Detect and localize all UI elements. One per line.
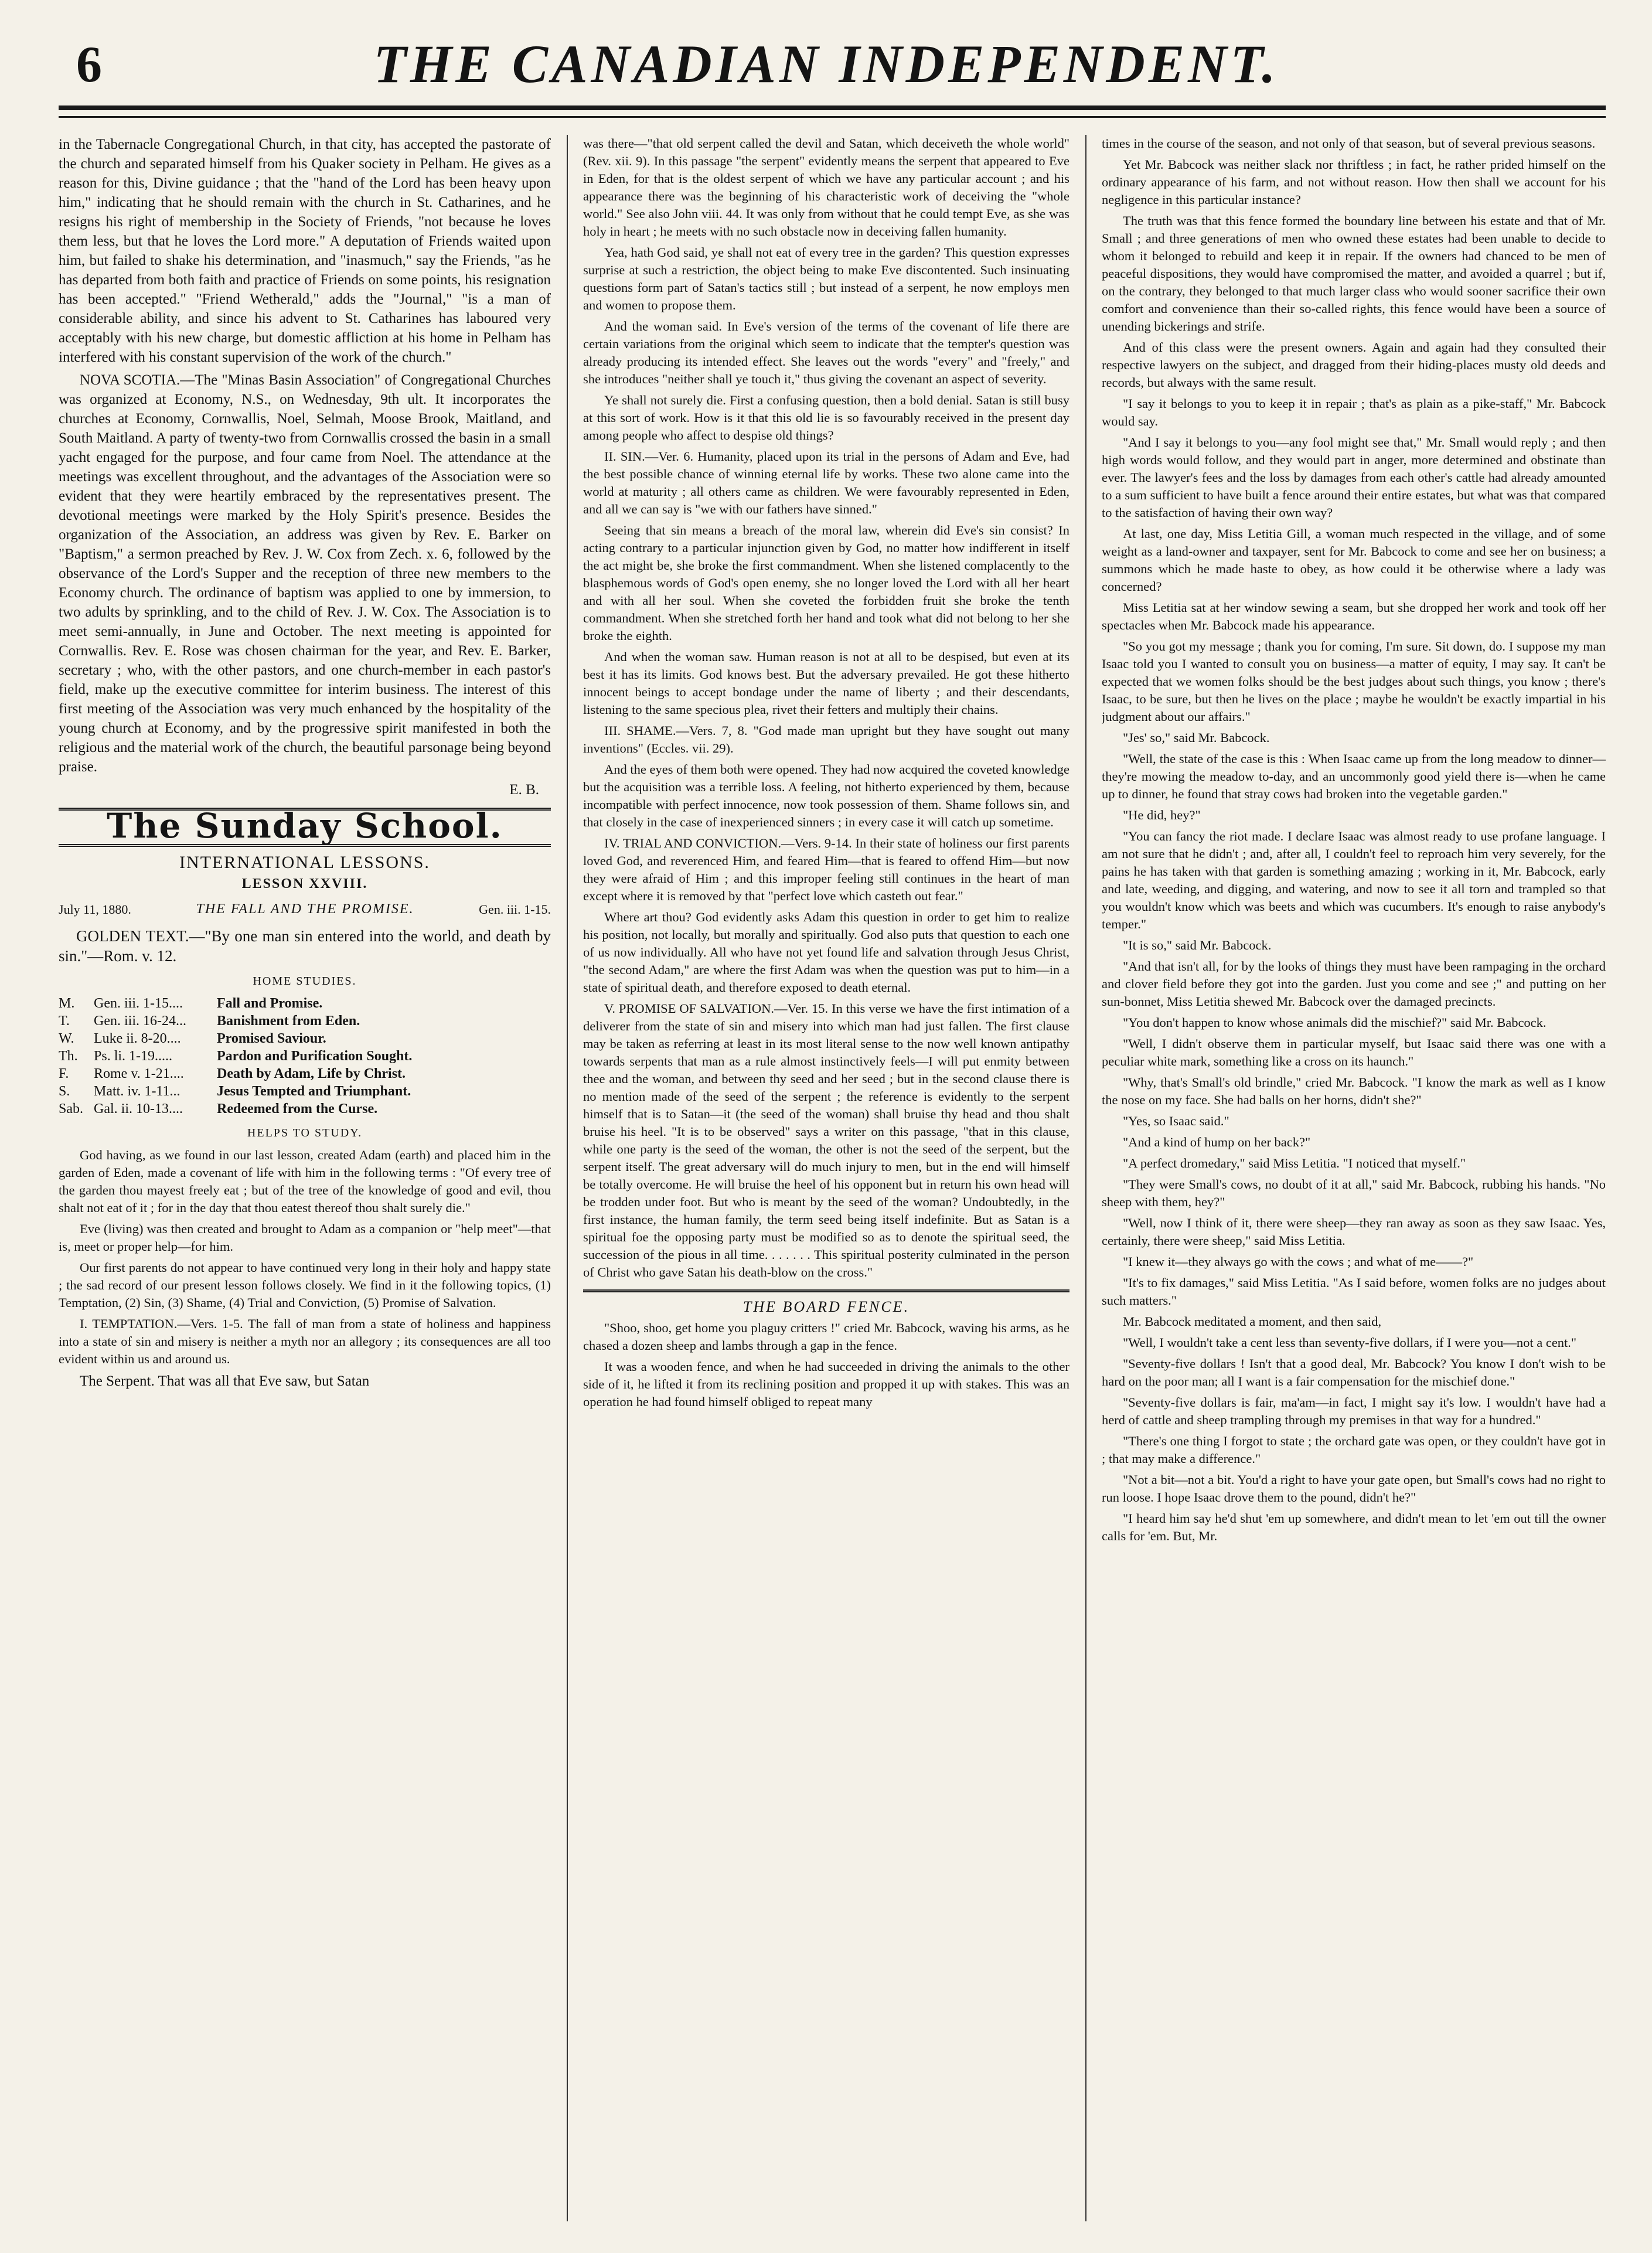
study-ref: Gen. iii. 16-24...	[94, 1013, 186, 1029]
home-studies-heading: HOME STUDIES.	[253, 975, 357, 988]
lesson-paragraph: And when the woman saw. Human reason is not at all to be despised, but even at its best it has its limits. God knows best. But the adversary prevailed. He got these hitherto innocent beings to accept bondage under the name of liberty ; and their descendants, listening to the same specious plea, rivet their fetters and multiply their chains.	[583, 649, 1069, 717]
column-divider	[567, 135, 568, 2221]
story-paragraph: "Well, I didn't observe them in particular myself, but Isaac said there was one with a peculiar white mark, something like a cross on its haunch."	[1102, 1036, 1606, 1068]
study-day: M.	[59, 996, 75, 1011]
story-paragraph: "You can fancy the riot made. I declare Isaac was almost ready to use profane language. I am not sure that he didn't ; and, after all, I couldn't feel to reproach him very severely, for the pains he has taken with that garden is something amazing ; working in it, Mr. Babcock, early and late, weeding, and digging, and watering, and now to see it all torn and trampled so that you wouldn't know which was beets and which was cucumbers. It's enough to raise anybody's temper."	[1102, 829, 1606, 931]
study-topic: Promised Saviour.	[217, 1031, 326, 1046]
story-paragraph: At last, one day, Miss Letitia Gill, a woman much respected in the village, and of some weight as a land-owner and taxpayer, sent for Mr. Babcock to come and see her on business; a summons which he made haste to obey, as how could it be otherwise where a lady was concerned?	[1102, 526, 1606, 594]
lesson-paragraph: Where art thou? God evidently asks Adam this question in order to get him to realize his position, not locally, but morally and spiritually. God also puts that question to each one of us now individually. All who have not yet found life and salvation through Jesus Christ, "the second Adam," are where the first Adam was when the question was put to him—in a state of spiritual death, and therefore exposed to death eternal.	[583, 910, 1069, 995]
lesson-paragraph: Seeing that sin means a breach of the moral law, wherein did Eve's sin consist? In acting contrary to a particular injunction given by God, no matter how indifferent in itself the act might be, she broke the first commandment. When she listened complacently to the blasphemous words of God's open enemy, she no longer loved the Lord with all her heart and with all her soul. When she coveted the forbidden fruit she broke the tenth commandment. When she stretched forth her hand and took what did not belong to her she broke the eighth.	[583, 523, 1069, 643]
story-paragraph: The truth was that this fence formed the boundary line between his estate and that of Mr. Small ; and three generations of men who owned these estates had been unable to decide to whom it belonged to rebuild and keep it in repair. If the owners had chanced to be men of peaceful dispositions, they would have compromised the matter, and avoided a quarrel ; but if, on the contrary, they belonged to that much larger class who would sooner sacrifice their own comfort and convenience than their so-called rights, this fence would have been a source of unending bickerings and strife.	[1102, 213, 1606, 333]
study-topic: Redeemed from the Curse.	[217, 1101, 378, 1117]
story-paragraph: "And that isn't all, for by the looks of things they must have been rampaging in the orchard and clover field before they got into the garden. Just you come and see ;" and putting on her sun-bonnet, Miss Letitia shewed Mr. Babcock over the damaged precincts.	[1102, 959, 1606, 1009]
table-row	[59, 1083, 551, 1100]
study-ref: Luke ii. 8-20....	[94, 1031, 181, 1046]
lesson-paragraph: II. SIN.—Ver. 6. Humanity, placed upon its trial in the persons of Adam and Eve, had the best possible chance of winning eternal life by works. These two alone came into the world at maturity ; all others came as children. We were favourably represented in Eden, and all we can say is "we with our fathers have sinned."	[583, 449, 1069, 516]
lesson-paragraph: IV. TRIAL AND CONVICTION.—Vers. 9-14. In their state of holiness our first parents loved God, and reverenced Him, and feared Him—that is feared to offend Him—but now they were afraid of Him ; and this improper feeling still continues in the heart of man except where it is removed by that "perfect love which casteth out fear."	[583, 836, 1069, 903]
newspaper-page	[35, 18, 1617, 2233]
study-topic: Banishment from Eden.	[217, 1013, 360, 1029]
lesson-title: THE FALL AND THE PROMISE.	[196, 901, 414, 917]
study-topic: Death by Adam, Life by Christ.	[217, 1066, 406, 1081]
story-paragraph: Yet Mr. Babcock was neither slack nor thriftless ; in fact, he rather prided himself on the ordinary appearance of his farm, and not without reason. How then shall we account for his negligence in this particular instance?	[1102, 157, 1606, 207]
helps-paragraph: Eve (living) was then created and brought to Adam as a companion or "help meet"—that is, meet or proper help—for him.	[59, 1221, 551, 1254]
lesson-paragraph: Yea, hath God said, ye shall not eat of every tree in the garden? This question expresses surprise at such a restriction, the object being to make Eve discontented. Such insinuating questions form part of Satan's tactics still ; but instead of a serpent, he now employs men and women to propose them.	[583, 245, 1069, 312]
story-paragraph: "Jes' so," said Mr. Babcock.	[1123, 730, 1270, 745]
column-1	[59, 135, 551, 2221]
table-row	[59, 995, 551, 1012]
masthead-rule	[59, 105, 1606, 110]
story-paragraph: "And a kind of hump on her back?"	[1123, 1135, 1311, 1149]
story-paragraph: "I say it belongs to you to keep it in repair ; that's as plain as a pike-staff," Mr. Babcock would say.	[1102, 396, 1606, 428]
lesson-paragraph: Ye shall not surely die. First a confusing question, then a bold denial. Satan is still busy at this sort of work. How is it that this old lie is so favourably received in the present day among people who affect to despise old things?	[583, 393, 1069, 443]
helps-paragraph: The Serpent. That was all that Eve saw, but Satan	[80, 1373, 370, 1389]
article-paragraph: NOVA SCOTIA.—The "Minas Basin Association" of Congregational Churches was organized at Economy, N.S., on Wednesday, 9th ult. It incorporates the churches at Economy, Cornwallis, Noel, Selmah, Moose Brook, Maitland, and South Maitland. A party of twenty-two from Cornwallis crossed the basin in a small yacht engaged for the purpose, and four came from Noel. The attendance at the meetings was excellent throughout, and the advantages of the Association were so evident that they were heartily embraced by the representatives present. The devotional meetings were marked by the Holy Spirit's presence. Besides the organization of the Association, an address was given by Rev. E. Barker on "Baptism," a sermon preached by Rev. J. W. Cox from Zech. x. 6, followed by the observance of the Lord's Supper and the reception of three new members to the Economy church. The ordinance of baptism was applied to one by immersion, to two adults by sprinkling, and to the child of Rev. J. W. Cox. The Association is to meet semi-annually, in June and October. The next meeting is appointed for Cornwallis. Rev. E. Rose was chosen chairman for the year, and Rev. E. Barker, secretary ; who, with the other pastors, and one church-member in each pastor's field, make up the executive committee for interim business. The interest of this first meeting of the Association was very much enhanced by the hospitality of the young church at Economy, and by the progressive spirit manifested in both the religious and the material work of the church, the beautiful parsonage being beyond praise.	[59, 372, 551, 775]
story-paragraph: times in the course of the season, and not only of that season, but of several previous seasons.	[1102, 136, 1596, 151]
lesson-paragraph: And the eyes of them both were opened. They had now acquired the coveted knowledge but the acquisition was a terrible loss. A feeling, not hitherto experienced by them, because incompatible with perfect innocence, now took possession of them. Shame follows sin, and that closely in the case of inexperienced sinners ; in every case it will catch up sometime.	[583, 762, 1069, 829]
story-paragraph: "They were Small's cows, no doubt of it at all," said Mr. Babcock, rubbing his hands. "No sheep with them, hey?"	[1102, 1177, 1606, 1209]
column-2	[583, 135, 1069, 2221]
home-studies-table	[59, 995, 551, 1118]
story-paragraph: Mr. Babcock meditated a moment, and then said,	[1123, 1314, 1382, 1329]
lesson-paragraph: III. SHAME.—Vers. 7, 8. "God made man upright but they have sought out many inventions" (Eccles. vii. 29).	[583, 723, 1069, 755]
study-ref: Matt. iv. 1-11...	[94, 1084, 180, 1099]
masthead-rule-thin	[59, 116, 1606, 118]
story-paragraph: "Seventy-five dollars is fair, ma'am—in fact, I might say it's low. I wouldn't have had a herd of cattle and sheep trampling through my premises in that way for a hundred."	[1102, 1395, 1606, 1427]
study-ref: Rome v. 1-21....	[94, 1066, 184, 1081]
story-paragraph: "I heard him say he'd shut 'em up somewhere, and didn't mean to let 'em out till the owner calls for 'em. But, Mr.	[1102, 1511, 1606, 1543]
story-paragraph: "Not a bit—not a bit. You'd a right to have your gate open, but Small's cows had no right to run loose. I hope Isaac drove them to the pound, didn't he?"	[1102, 1472, 1606, 1505]
story-paragraph: "A perfect dromedary," said Miss Letitia. "I noticed that myself."	[1123, 1156, 1466, 1170]
story-paragraph: "Well, I wouldn't take a cent less than seventy-five dollars, if I were you—not a cent."	[1123, 1335, 1577, 1350]
journal-title: THE CANADIAN INDEPENDENT.	[373, 34, 1279, 94]
signature: E. B.	[509, 782, 539, 798]
lessons-heading: INTERNATIONAL LESSONS.	[179, 853, 430, 872]
story-paragraph: And of this class were the present owners. Again and again had they consulted their respective lawyers on the subject, and dragged from their hiding-places musty old deeds and records, but always with the same result.	[1102, 340, 1606, 390]
section-divider	[583, 1289, 1069, 1292]
helps-paragraph: God having, as we found in our last lesson, created Adam (earth) and placed him in the garden of Eden, made a covenant of life with him in the following terms : "Of every tree of the garden thou mayest freely eat ; but of the tree of the knowledge of good and evil, thou shalt not eat of it ; for in the day that thou eatest thereof thou shalt surely die."	[59, 1148, 551, 1215]
study-ref: Gal. ii. 10-13....	[94, 1101, 183, 1117]
lesson-scripture: Gen. iii. 1-15.	[479, 902, 551, 917]
study-ref: Gen. iii. 1-15....	[94, 996, 183, 1011]
lesson-number: LESSON XXVIII.	[241, 876, 368, 891]
story-paragraph: "Seventy-five dollars ! Isn't that a good deal, Mr. Babcock? You know I don't wish to be hard on the poor man; all I want is a fair compensation for the mischief done."	[1102, 1356, 1606, 1388]
lesson-paragraph: And the woman said. In Eve's version of the terms of the covenant of life there are certain variations from the original which seem to indicate that the tempter's question was already producing its intended effect. She leaves out the words "every" and "freely," and she introduces "neither shall ye touch it," thus giving the covenant an aspect of severity.	[583, 319, 1069, 386]
table-row	[59, 1030, 551, 1047]
story-paragraph: It was a wooden fence, and when he had succeeded in driving the animals to the other side of it, he lifted it from its reclining position and propped it up with stakes. This was an operation he had found himself obliged to repeat many	[583, 1359, 1069, 1409]
study-ref: Ps. li. 1-19.....	[94, 1049, 173, 1064]
study-day: Sab.	[59, 1101, 83, 1117]
golden-text: GOLDEN TEXT.—"By one man sin entered into the world, and death by sin."—Rom. v. 12.	[59, 927, 551, 965]
story-paragraph: "Shoo, shoo, get home you plaguy critters !" cried Mr. Babcock, waving his arms, as he chased a dozen sheep and lambs through a gap in the fence.	[583, 1321, 1069, 1353]
study-day: W.	[59, 1031, 74, 1046]
study-topic: Jesus Tempted and Triumphant.	[217, 1084, 411, 1099]
story-paragraph: Miss Letitia sat at her window sewing a seam, but she dropped her work and took off her spectacles when Mr. Babcock made his appearance.	[1102, 600, 1606, 632]
story-title: THE BOARD FENCE.	[742, 1298, 910, 1315]
lesson-date: July 11, 1880.	[59, 902, 131, 917]
story-paragraph: "Well, now I think of it, there were sheep—they ran away as soon as they saw Isaac. Yes, certainly, there were sheep," said Miss Letitia.	[1102, 1216, 1606, 1248]
story-paragraph: "It is so," said Mr. Babcock.	[1123, 938, 1272, 952]
helps-paragraph: Our first parents do not appear to have continued very long in their holy and happy state ; the sad record of our present lesson follows closely. We find in it the following topics, (1) Temptation, (2) Sin, (3) Shame, (4) Trial and Conviction, (5) Promise of Salvation.	[59, 1260, 551, 1310]
table-row	[59, 1100, 551, 1118]
masthead	[35, 29, 1617, 100]
story-paragraph: "Yes, so Isaac said."	[1123, 1114, 1229, 1128]
sunday-school-title: The Sunday School.	[107, 806, 503, 846]
study-topic: Pardon and Purification Sought.	[217, 1049, 413, 1064]
study-day: T.	[59, 1013, 70, 1029]
table-row	[59, 1047, 551, 1065]
lesson-title-row	[59, 900, 551, 919]
lesson-paragraph: V. PROMISE OF SALVATION.—Ver. 15. In this verse we have the first intimation of a deliverer from the state of sin and misery into which man had just fallen. The first clause may be taken as referring at least in its most literal sense to the now well known antipathy towards serpents that man as a rule almost instinctively feels—I will put enmity between thee and the woman, and between thy seed and her seed ; but in the second clause there is no mention made of the seed of the serpent ; the reference is evidently to the serpent himself that is to Satan—it (the seed of the woman) shall bruise thy head and thou shalt bruise his heel. "It is to be observed" says a writer on this passage, "that in this clause, while one party is the seed of the woman, the other is not the seed of the serpent, but the serpent itself. The great adversary will do much injury to men, but in the end will himself be totally overcome. He will bruise the heel of his opponent but in return his own head will be trodden under foot. But who is meant by the seed of the woman? Undoubtedly, in the first instance, the human family, the term seed being itself indefinite. But as Satan is a spiritual foe the opposing party must be modified so as to denote the spiritual seed, the succession of the pious in all time. . . . . . . This spiritual posterity culminated in the person of Christ who gave Satan his death-blow on the cross."	[583, 1001, 1069, 1279]
story-paragraph: "He did, hey?"	[1123, 808, 1201, 822]
column-divider	[1085, 135, 1086, 2221]
story-paragraph: "Well, the state of the case is this : When Isaac came up from the long meadow to dinner—they're mowing the meadow to-day, and an uncommonly good yield there is—when he came up to dinner, he found that stray cows had broken into the vegetable garden."	[1102, 751, 1606, 801]
study-day: S.	[59, 1084, 70, 1099]
story-paragraph: "It's to fix damages," said Miss Letitia. "As I said before, women folks are no judges about such matters."	[1102, 1275, 1606, 1308]
story-paragraph: "And I say it belongs to you—any fool might see that," Mr. Small would reply ; and then high words would follow, and they would part in anger, more determined and obstinate than ever. The lawyer's fees and the loss by damages from each other's cattle had already amounted to a sum sufficient to have built a fence around their entire estates, but what was that compared to the satisfaction of having their own way?	[1102, 435, 1606, 520]
study-day: F.	[59, 1066, 69, 1081]
table-row	[59, 1012, 551, 1030]
table-row	[59, 1065, 551, 1083]
story-paragraph: "Why, that's Small's old brindle," cried Mr. Babcock. "I know the mark as well as I know the nose on my face. She had balls on her horns, didn't she?"	[1102, 1075, 1606, 1107]
helps-paragraph: I. TEMPTATION.—Vers. 1-5. The fall of man from a state of holiness and happiness into a state of sin and misery is neither a myth nor an allegory ; its consequences are all too evident within us and around us.	[59, 1316, 551, 1366]
study-topic: Fall and Promise.	[217, 996, 323, 1011]
story-paragraph: "So you got my message ; thank you for coming, I'm sure. Sit down, do. I suppose my man Isaac told you I wanted to consult you on business—a matter of equity, I may say. It can't be expected that we women folks should be the best judges about such things, you know ; there's Isaac, to be sure, but then he lives on the place ; maybe he wouldn't be exactly impartial in his judgment about our affairs."	[1102, 639, 1606, 724]
study-day: Th.	[59, 1049, 78, 1064]
story-paragraph: "You don't happen to know whose animals did the mischief?" said Mr. Babcock.	[1123, 1015, 1547, 1030]
column-3	[1102, 135, 1606, 2221]
lesson-paragraph: was there—"that old serpent called the devil and Satan, which deceiveth the whole world" (Rev. xii. 9). In this passage "the serpent" evidently means the serpent that appeared to Eve in Eden, for that is the oldest serpent of which we have any particular account ; and his appearance there was the beginning of his characteristic work of deceiving the "whole world." See also John viii. 44. It was only from without that he could tempt Eve, as she was holy in heart ; he meets with no such obstacle now in deceiving fallen humanity.	[583, 136, 1069, 239]
article-paragraph: in the Tabernacle Congregational Church, in that city, has accepted the pastorate of the church and separated himself from his Quaker society in Pelham. He gives as a reason for this, Divine guidance ; that the "hand of the Lord has been heavy upon him," indicating that he should remain with the church in St. Catharines, and he resigns his right of membership in the Society of Friends, "not because he loves them less, but that he loves the Lord more." A deputation of Friends waited upon him, but failed to shake his determination, and "inasmuch," say the Friends, "as he has departed from both faith and practice of Friends on some points, his resignation has been accepted." "Friend Wetherald," adds the "Journal," "is a man of considerable ability, and since his advent to St. Catharines has laboured very acceptably with his new charge, but domestic affliction at his home in Pelham has interfered with his constant supervision of the work of the church."	[59, 137, 551, 365]
story-paragraph: "I knew it—they always go with the cows ; and what of me——?"	[1123, 1254, 1474, 1269]
page-number: 6	[76, 36, 102, 93]
helps-heading: HELPS TO STUDY.	[247, 1126, 363, 1139]
story-paragraph: "There's one thing I forgot to state ; the orchard gate was open, or they couldn't have got in ; that may make a difference."	[1102, 1434, 1606, 1466]
